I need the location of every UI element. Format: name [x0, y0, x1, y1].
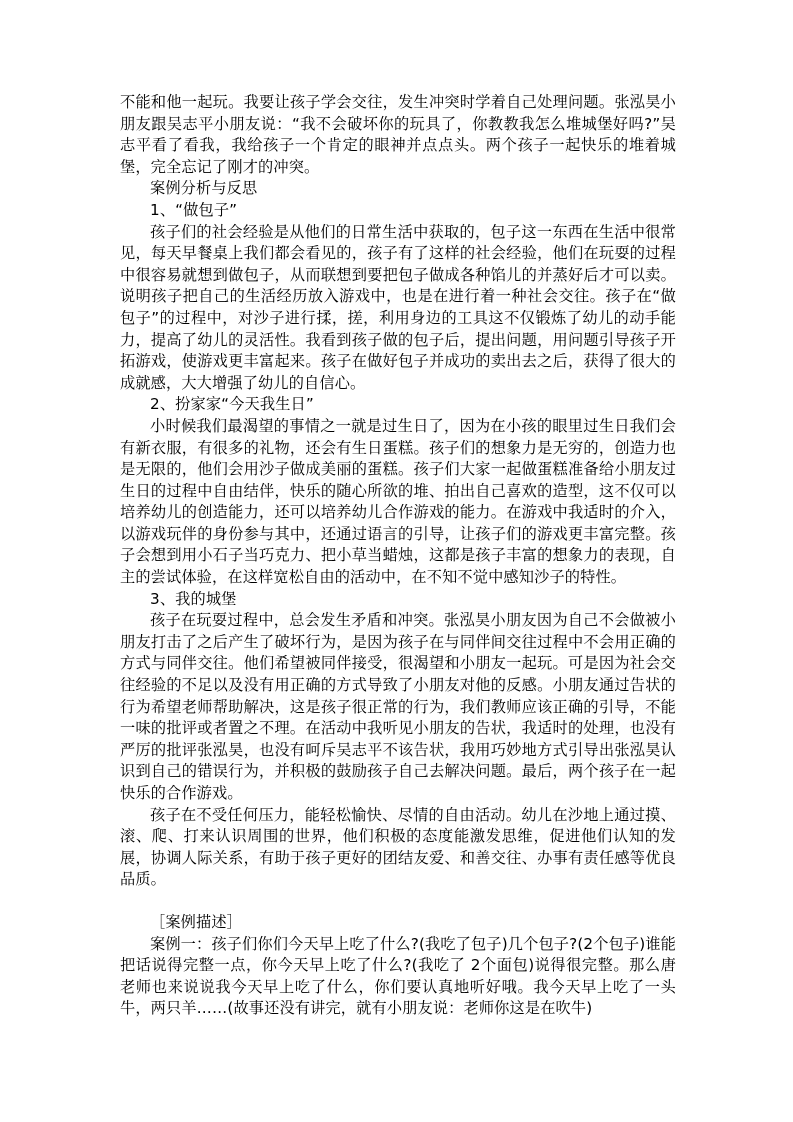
- analysis-conclusion: 孩子在不受任何压力，能轻松愉快、尽情的自由活动。幼儿在沙地上通过摸、滚、爬、打来认识周围的世界，他们积极的态度能激发思维，促进他们认知的发展，协调人际关系，有助于孩子更好的团结友爱、和善交往、办事有责任感等优良品质。: [120, 805, 676, 889]
- intro-paragraph: 不能和他一起玩。我要让孩子学会交往，发生冲突时学着自己处理问题。张泓昊小朋友跟吴志平小朋友说：“我不会破坏你的玩具了，你教教我怎么堆城堡好吗?”吴志平看了看我，我给孩子一个肯定的眼神并点点头。两个孩子一起快乐的堆着城堡，完全忘记了刚才的冲突。: [120, 93, 676, 176]
- section-title-steamed-buns: 1、“做包子”: [150, 200, 238, 219]
- case-description-heading: ［案例描述］: [150, 912, 243, 931]
- section-body-castle: 孩子在玩耍过程中，总会发生矛盾和冲突。张泓昊小朋友因为自己不会做被小朋友打击了之后产生了破坏行为，是因为孩子在与同伴间交往过程中不会用正确的方式与同伴交往。他们希望被同伴接受，很渴望和小朋友一起玩。可是因为社会交往经验的不足以及没有用正确的方式导致了小朋友对他的反感。小朋友通过告状的行为希望老师帮助解决，这是孩子很正常的行为，我们教师应该正确的引导，不能一味的批评或者置之不理。在活动中我听见小朋友的告状，我适时的处理，也没有严厉的批评张泓昊，也没有呵斥吴志平不该告状，我用巧妙地方式引导出张泓昊认识到自己的错误行为，并积极的鼓励孩子自己去解决问题。最后，两个孩子在一起快乐的合作游戏。: [120, 611, 676, 802]
- section-body-steamed-buns: 孩子们的社会经验是从他们的日常生活中获取的，包子这一东西在生活中很常见，每天早餐桌上我们都会看见的，孩子有了这样的社会经验，他们在玩耍的过程中很容易就想到做包子，从而联想到要把包子做成各种馅儿的并蒸好后才可以卖。说明孩子把自己的生活经历放入游戏中，也是在进行着一种社会交往。孩子在“做包子”的过程中，对沙子进行揉，搓，利用身边的工具这不仅锻炼了幼儿的动手能力，提高了幼儿的灵活性。我看到孩子做的包子后，提出问题，用问题引导孩子开拓游戏，使游戏更丰富起来。孩子在做好包子并成功的卖出去之后，获得了很大的成就感，大大增强了幼儿的自信心。: [120, 222, 676, 392]
- section-title-birthday: 2、扮家家“今天我生日”: [150, 395, 314, 414]
- paragraph-gap: [120, 891, 676, 912]
- analysis-heading: 案例分析与反思: [150, 179, 258, 198]
- case-one-paragraph: 案例一：孩子们你们今天早上吃了什么?(我吃了包子)几个包子?(2个包子)谁能把话说得完整一点，你今天早上吃了什么?(我吃了 2个面包)说得很完整。那么唐老师也来说说我今天早上吃了什么，你们要认真地听好哦。我今天早上吃了一头牛，两只羊……(故事还没有讲完，就有小朋友说：老师你这是在吹牛): [120, 934, 676, 1018]
- section-body-birthday: 小时候我们最渴望的事情之一就是过生日了，因为在小孩的眼里过生日我们会有新衣服，有很多的礼物，还会有生日蛋糕。孩子们的想象力是无穷的，创造力也是无限的，他们会用沙子做成美丽的蛋糕。孩子们大家一起做蛋糕准备给小朋友过生日的过程中自由结伴，快乐的随心所欲的堆、拍出自己喜欢的造型，这不仅可以培养幼儿的创造能力，还可以培养幼儿合作游戏的能力。在游戏中我适时的介入，以游戏玩伴的身份参与其中，还通过语言的引导，让孩子们的游戏更丰富完整。孩子会想到用小石子当巧克力、把小草当蜡烛，这都是孩子丰富的想象力的表现，自主的尝试体验，在这样宽松自由的活动中，在不知不觉中感知沙子的特性。: [120, 416, 676, 587]
- section-title-castle: 3、我的城堡: [150, 589, 237, 608]
- document-body: [120, 92, 676, 1020]
